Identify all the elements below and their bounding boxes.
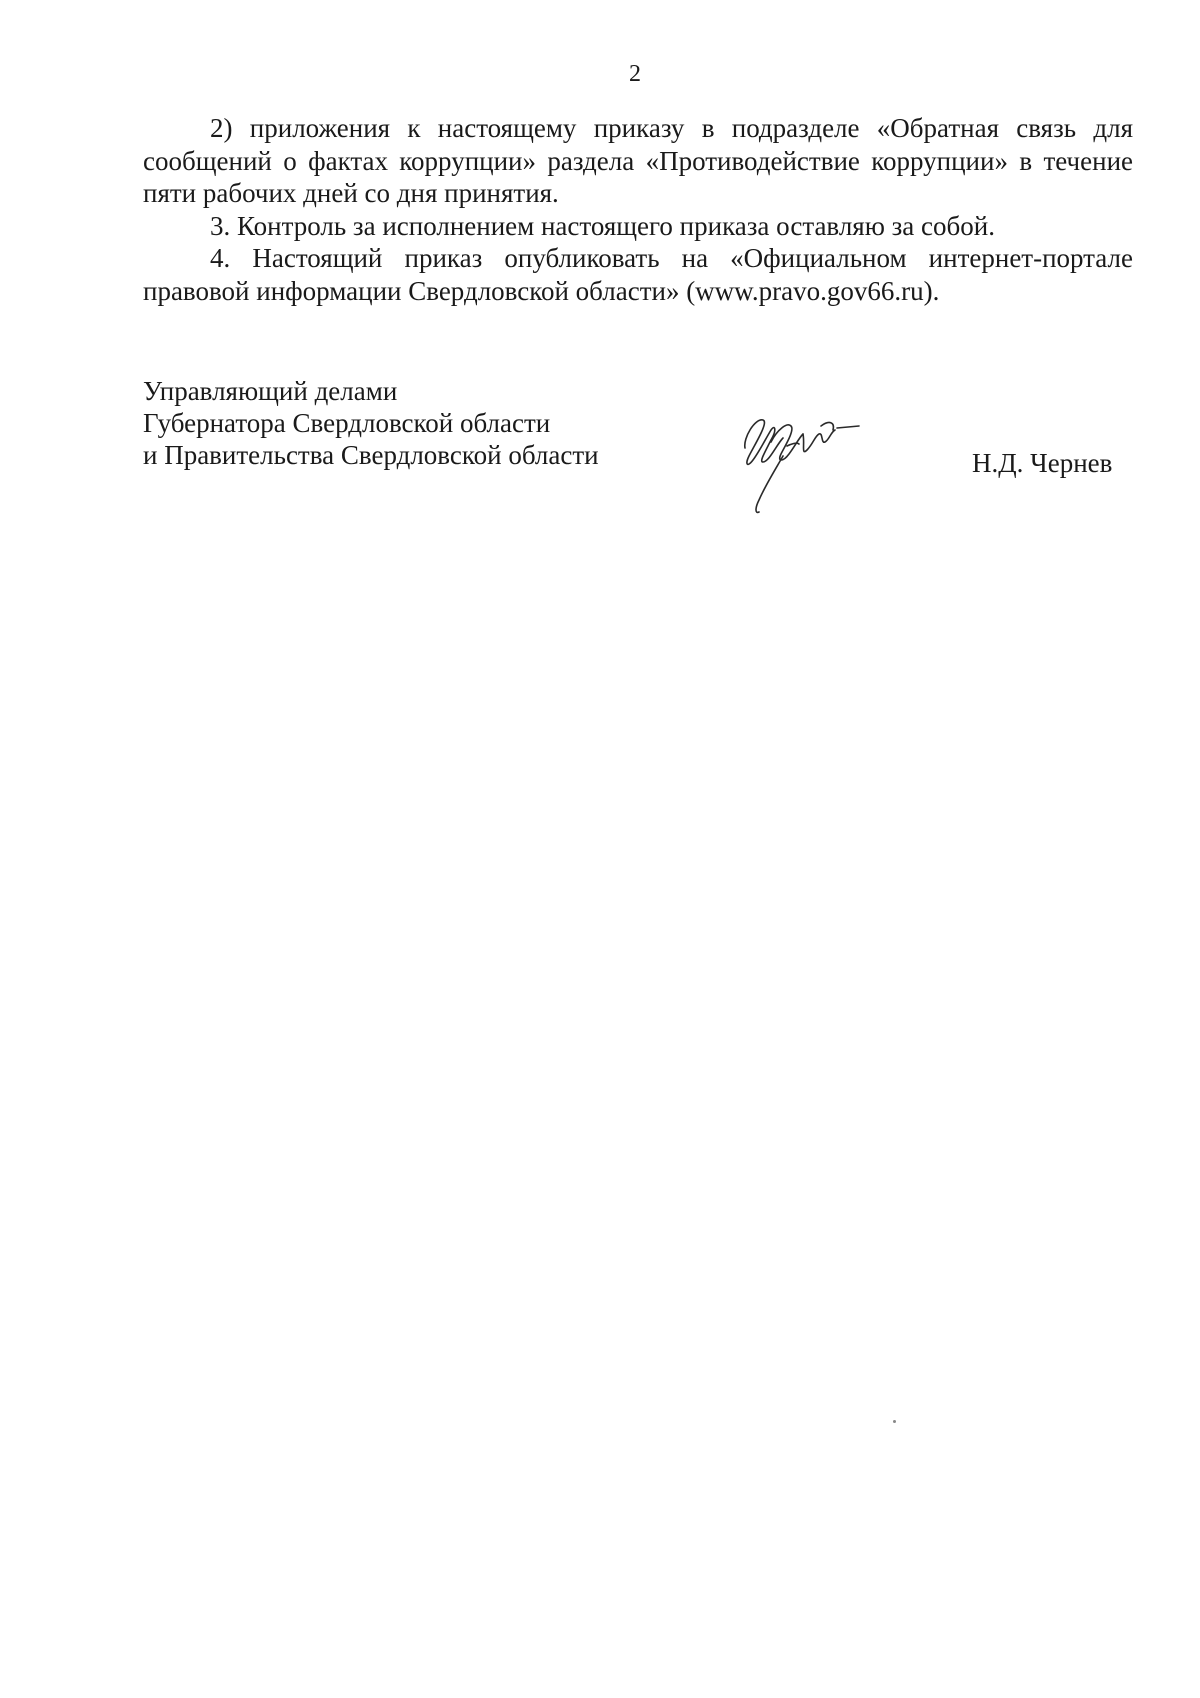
position-line: Управляющий делами: [143, 376, 398, 406]
paragraph-publication-portal: 4. Настоящий приказ опубликовать на «Официальном интернет-портале правовой информации Свердловской области» (www.pravo.gov66.ru).: [143, 243, 1133, 306]
document-body: [143, 112, 1133, 307]
signer-name: Н.Д. Чернев: [972, 448, 1113, 478]
paragraph-control: 3. Контроль за исполнением настоящего приказа оставляю за собой.: [210, 210, 995, 241]
handwritten-signature: [725, 400, 875, 520]
position-line: и Правительства Свердловской области: [143, 440, 599, 470]
paragraph-publication-appendix: 2) приложения к настоящему приказу в подразделе «Обратная связь для сообщений о фактах коррупции» раздела «Противодействие коррупции» в течение пяти рабочих дней со дня принятия.: [143, 113, 1133, 208]
scan-speck: [893, 1420, 896, 1423]
position-line: Губернатора Свердловской области: [143, 408, 551, 438]
page-number: 2: [629, 61, 641, 87]
signatory-position: [143, 375, 599, 471]
